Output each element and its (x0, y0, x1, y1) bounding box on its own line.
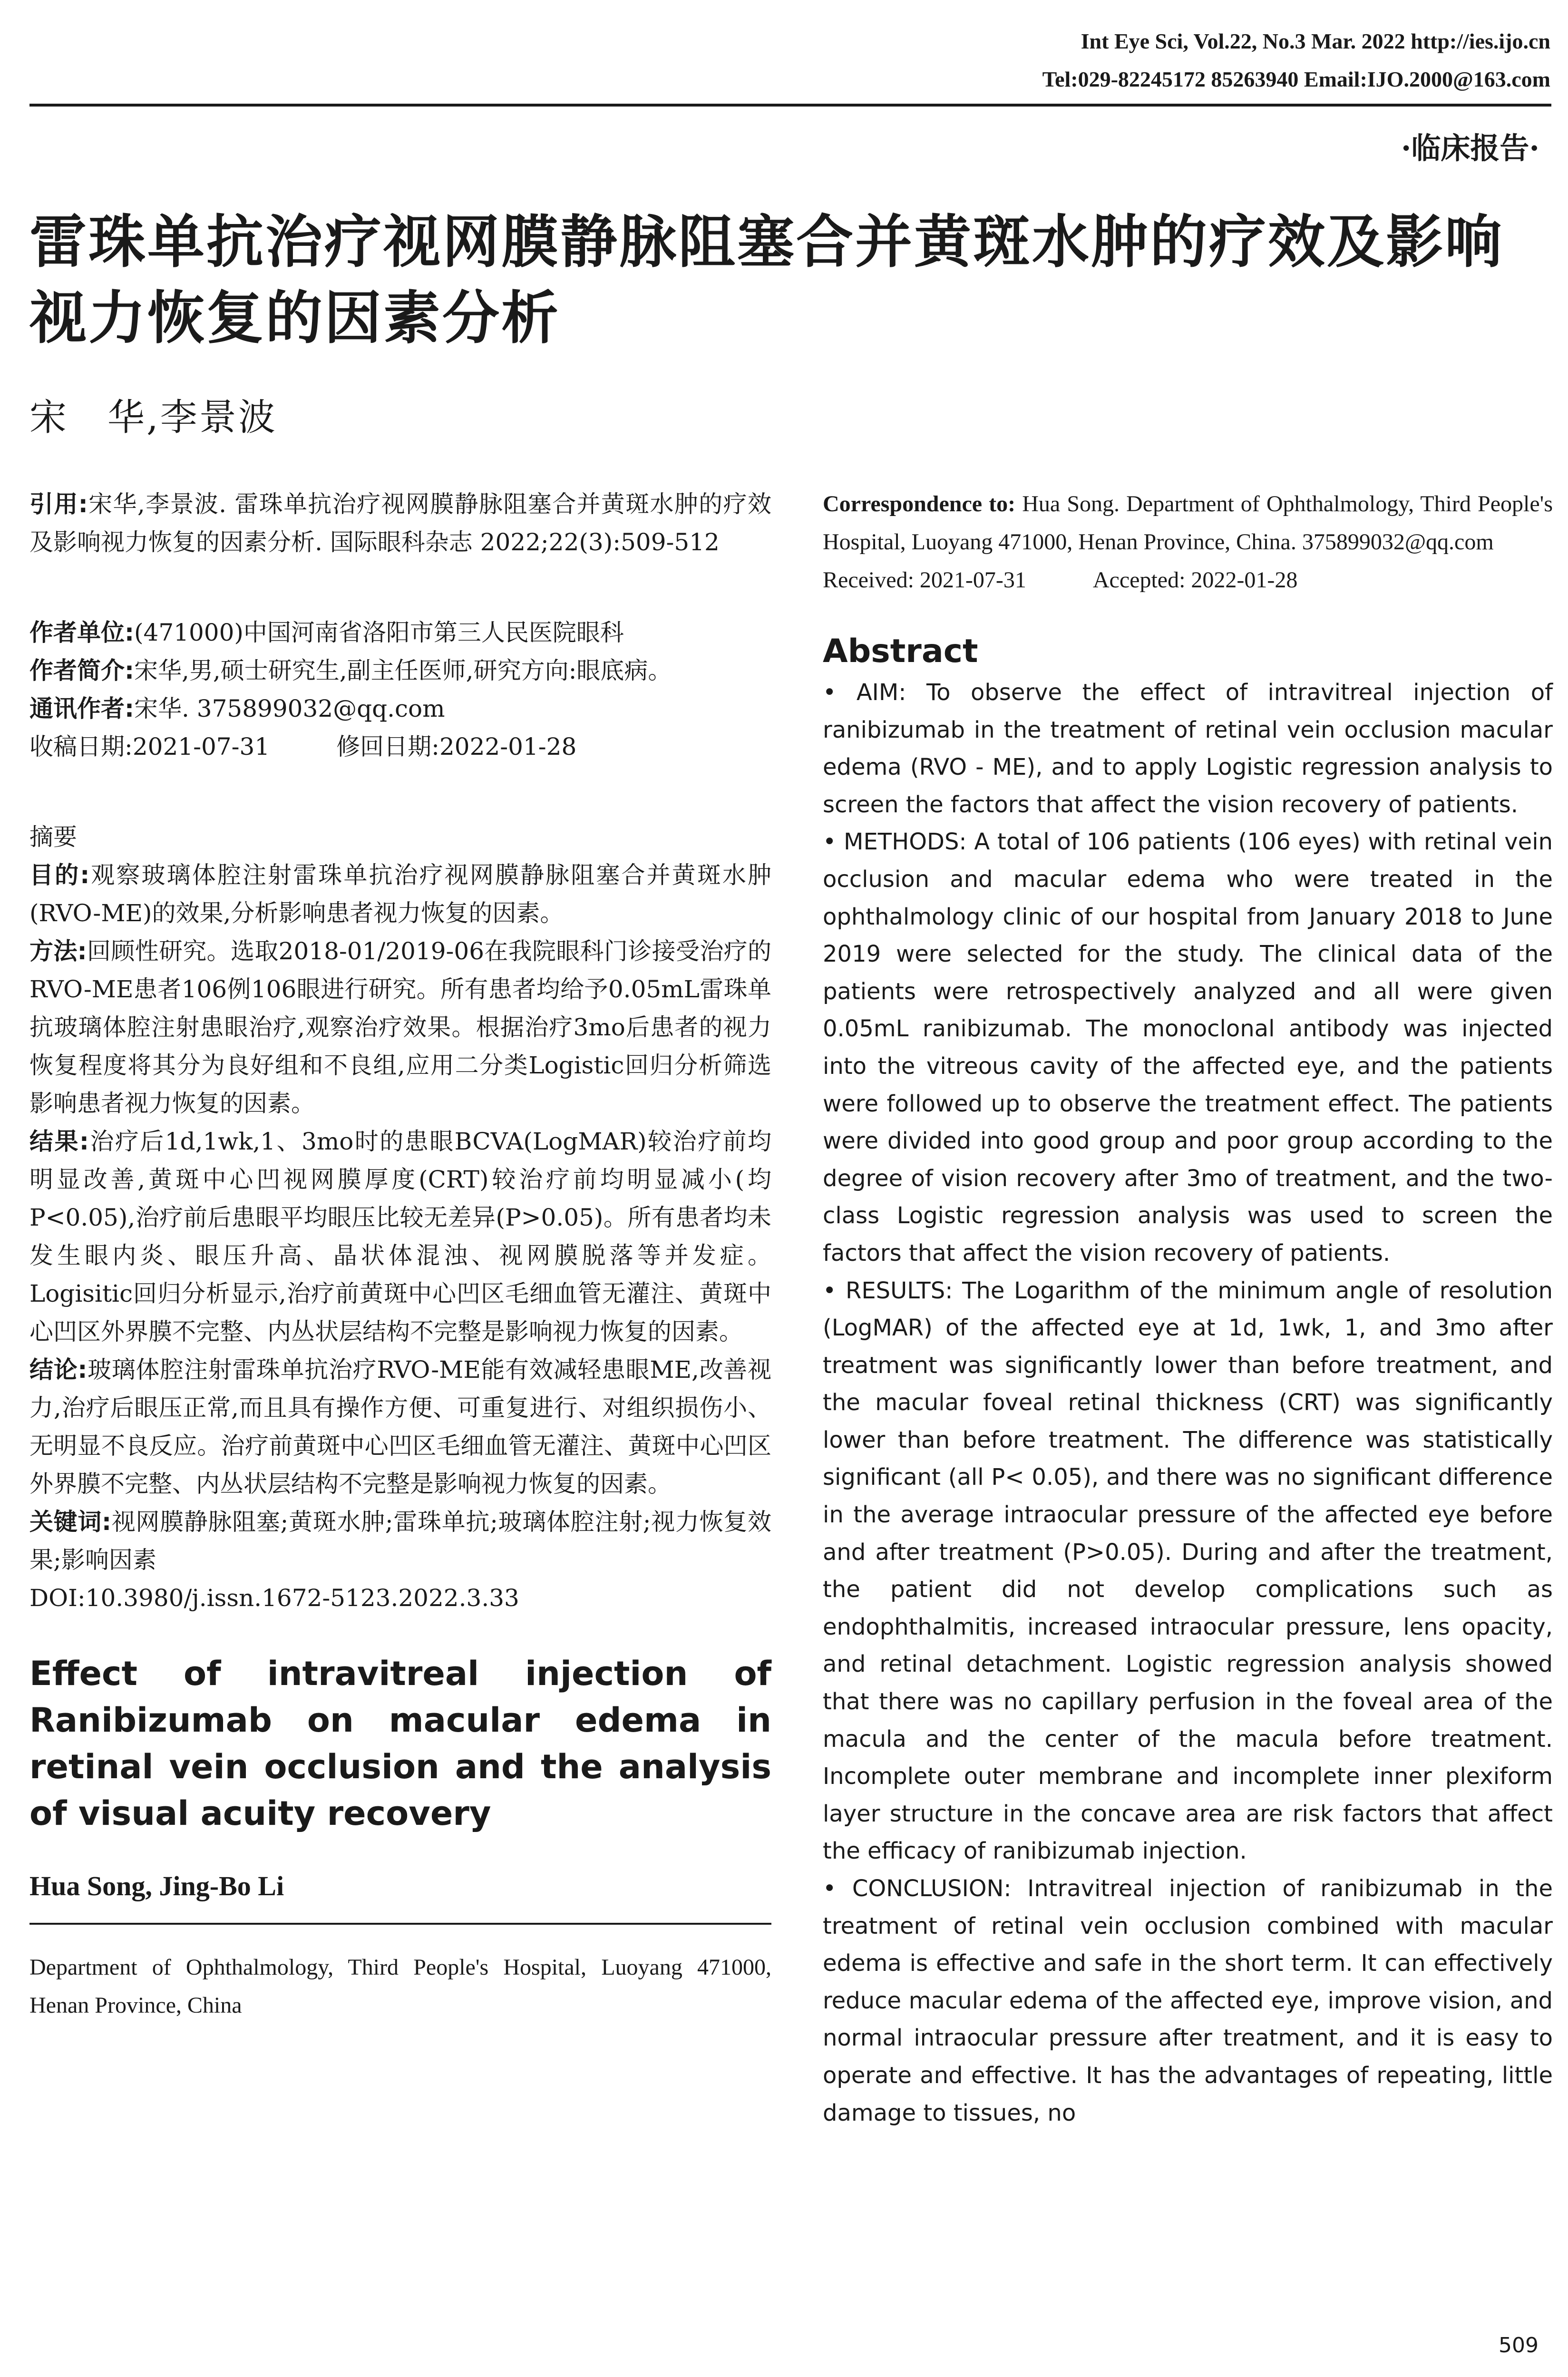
methods-label-cn: 方法: (29, 937, 87, 965)
methods-text-en: A total of 106 patients (106 eyes) with retinal vein occlusion and macular edema who were treated in the ophthalmology clinic of our hospital from January 2018 to June 2019 were selected for the study. The clinical data of the patients were retrospectively analyzed and all were given 0.05mL ranibizumab. The monoclonal antibody was injected into the vitreous cavity of the affected eye, and the patients were followed up to observe the treatment effect. The patients were divided into good group and poor group according to the degree of vision recovery after 3mo of treatment, and the two-class Logistic regression analysis was used to screen the factors that affect the vision recovery of patients. (823, 828, 1553, 1266)
corresponding-author (29, 690, 771, 728)
received-date-en: Received: 2021-07-31 (823, 567, 1026, 593)
abstract-en-methods (823, 823, 1553, 1272)
author-rule (29, 1923, 771, 1925)
results-text-en: The Logarithm of the minimum angle of resolution (LogMAR) of the affected eye at 1d, 1wk, 1, and 3mo after treatment was significantly lower than before treatment, and the macular foveal retinal thickness (CRT) was significantly lower than before treatment. The difference was statistically significant (all P< 0.05), and there was no significant difference in the average intraocular pressure of the affected eye before and after treatment (P>0.05). During and after the treatment, the patient did not develop complications such as endophthalmitis, increased intraocular pressure, lens opacity, and retinal detachment. Logistic regression analysis showed that there was no capillary perfusion in the foveal area of the macula and the center of the macula before treatment. Incomplete outer membrane and incomplete inner plexiform layer structure in the concave area are risk factors that affect the efficacy of ranibizumab injection. (823, 1277, 1553, 1865)
conclusion-text-en: Intravitreal injection of ranibizumab in the treatment of retinal vein occlusion combined with macular edema is effective and safe in the short term. It can effectively reduce macular edema of the affected eye, improve vision, and normal intraocular pressure after treatment, and it is easy to operate and effective. It has the advantages of repeating, little damage to tissues, no (823, 1875, 1553, 2126)
methods-label-en: • METHODS: (823, 828, 967, 856)
authors-en: Hua Song, Jing-Bo Li (29, 1870, 284, 1901)
results-label-cn: 结果: (29, 1128, 89, 1155)
dates-cn (29, 728, 771, 766)
bio-text: 宋华,男,硕士研究生,副主任医师,研究方向:眼底病。 (134, 657, 672, 684)
abstract-cn-results (29, 1122, 771, 1351)
right-column (823, 485, 1553, 2132)
abstract-cn-heading: 摘要 (29, 823, 77, 851)
aim-text-cn: 观察玻璃体腔注射雷珠单抗治疗视网膜静脉阻塞合并黄斑水肿(RVO-ME)的效果,分析影响患者视力恢复的因素。 (29, 861, 771, 927)
citation-label: 引用: (29, 490, 88, 518)
conclusion-text-cn: 玻璃体腔注射雷珠单抗治疗RVO-ME能有效减轻患眼ME,改善视力,治疗后眼压正常,而且具有操作方便、可重复进行、对组织损伤小、无明显不良反应。治疗前黄斑中心凹区毛细血管无灌注、黄斑中心凹区外界膜不完整、内丛状层结构不完整是影响视力恢复的因素。 (29, 1356, 771, 1498)
correspondence-text: Hua Song. Department of Ophthalmology, Third People's Hospital, Luoyang 471000, Henan Province, China. 375899032@qq.com (823, 491, 1553, 555)
doi: DOI:10.3980/j.issn.1672-5123.2022.3.33 (29, 1584, 519, 1612)
abstract-en-heading: Abstract (823, 633, 978, 670)
dates-en (823, 561, 1553, 599)
keywords-cn (29, 1503, 771, 1579)
bio-label: 作者简介: (29, 657, 134, 684)
corresponding-text: 宋华. 375899032@qq.com (134, 695, 445, 722)
received-date-cn: 收稿日期:2021-07-31 (29, 733, 270, 760)
aim-label-en: • AIM: (823, 679, 906, 706)
aim-label-cn: 目的: (29, 861, 90, 889)
abstract-cn-conclusion (29, 1351, 771, 1503)
abstract-cn-aim (29, 856, 771, 932)
correspondence (823, 485, 1553, 561)
abstract-en-results (823, 1272, 1553, 1870)
affiliation-text: (471000)中国河南省洛阳市第三人民医院眼科 (134, 619, 624, 646)
revised-date-cn: 修回日期:2022-01-28 (336, 733, 577, 760)
journal-header-line1: Int Eye Sci, Vol.22, No.3 Mar. 2022 http://ies.ijo.cn (1081, 29, 1550, 53)
results-text-cn: 治疗后1d,1wk,1、3mo时的患眼BCVA(LogMAR)较治疗前均明显改善,黄斑中心凹视网膜厚度(CRT)较治疗前均明显减小(均P<0.05),治疗前后患眼平均眼压比较无差异(P>0.05)。所有患者均未发生眼内炎、眼压升高、晶状体混浊、视网膜脱落等并发症。Logisitic回归分析显示,治疗前黄斑中心凹区毛细血管无灌注、黄斑中心凹区外界膜不完整、内丛状层结构不完整是影响视力恢复的因素。 (29, 1128, 771, 1345)
author-bio (29, 652, 771, 690)
article-title-en: Effect of intravitreal injection of Ranibizumab on macular edema in retinal vein occlusion and the analysis of visual acuity recovery (29, 1654, 771, 1833)
citation-text: 宋华,李景波. 雷珠单抗治疗视网膜静脉阻塞合并黄斑水肿的疗效及影响视力恢复的因素分析. 国际眼科杂志 2022;22(3):509-512 (29, 490, 771, 556)
results-label-en: • RESULTS: (823, 1277, 953, 1304)
affiliation-cn (29, 614, 771, 652)
abstract-en-aim (823, 674, 1553, 823)
page-number: 509 (1499, 2333, 1539, 2358)
header-rule (29, 104, 1551, 107)
conclusion-label-en: • CONCLUSION: (823, 1875, 1012, 1902)
correspondence-label: Correspondence to: (823, 491, 1016, 516)
section-label: ·临床报告· (1401, 131, 1539, 166)
methods-text-cn: 回顾性研究。选取2018-01/2019-06在我院眼科门诊接受治疗的RVO-ME患者106例106眼进行研究。所有患者均给予0.05mL雷珠单抗玻璃体腔注射患眼治疗,观察治疗效果。根据治疗3mo后患者的视力恢复程度将其分为良好组和不良组,应用二分类Logistic回归分析筛选影响患者视力恢复的因素。 (29, 937, 772, 1117)
article-title-cn: 雷珠单抗治疗视网膜静脉阻塞合并黄斑水肿的疗效及影响视力恢复的因素分析 (29, 209, 1504, 351)
keywords-text-cn: 视网膜静脉阻塞;黄斑水肿;雷珠单抗;玻璃体腔注射;视力恢复效果;影响因素 (29, 1508, 771, 1574)
left-column (29, 485, 771, 2025)
affiliation-en: Department of Ophthalmology, Third People's Hospital, Luoyang 471000, Henan Province, China (29, 1955, 771, 2018)
corresponding-label: 通讯作者: (29, 695, 134, 722)
keywords-label-cn: 关键词: (29, 1508, 112, 1536)
conclusion-label-cn: 结论: (29, 1356, 88, 1383)
aim-text-en: To observe the effect of intravitreal injection of ranibizumab in the treatment of retinal vein occlusion macular edema (RVO - ME), and to apply Logistic regression analysis to screen the factors that affect the vision recovery of patients. (823, 679, 1553, 818)
accepted-date-en: Accepted: 2022-01-28 (1092, 567, 1298, 593)
journal-header-line2: Tel:029-82245172 85263940 Email:IJO.2000@163.com (1042, 67, 1550, 91)
citation (29, 485, 771, 561)
authors-cn: 宋 华,李景波 (29, 396, 277, 439)
abstract-cn-methods (29, 932, 771, 1122)
abstract-en-conclusion (823, 1870, 1553, 2132)
affiliation-label: 作者单位: (29, 619, 134, 646)
